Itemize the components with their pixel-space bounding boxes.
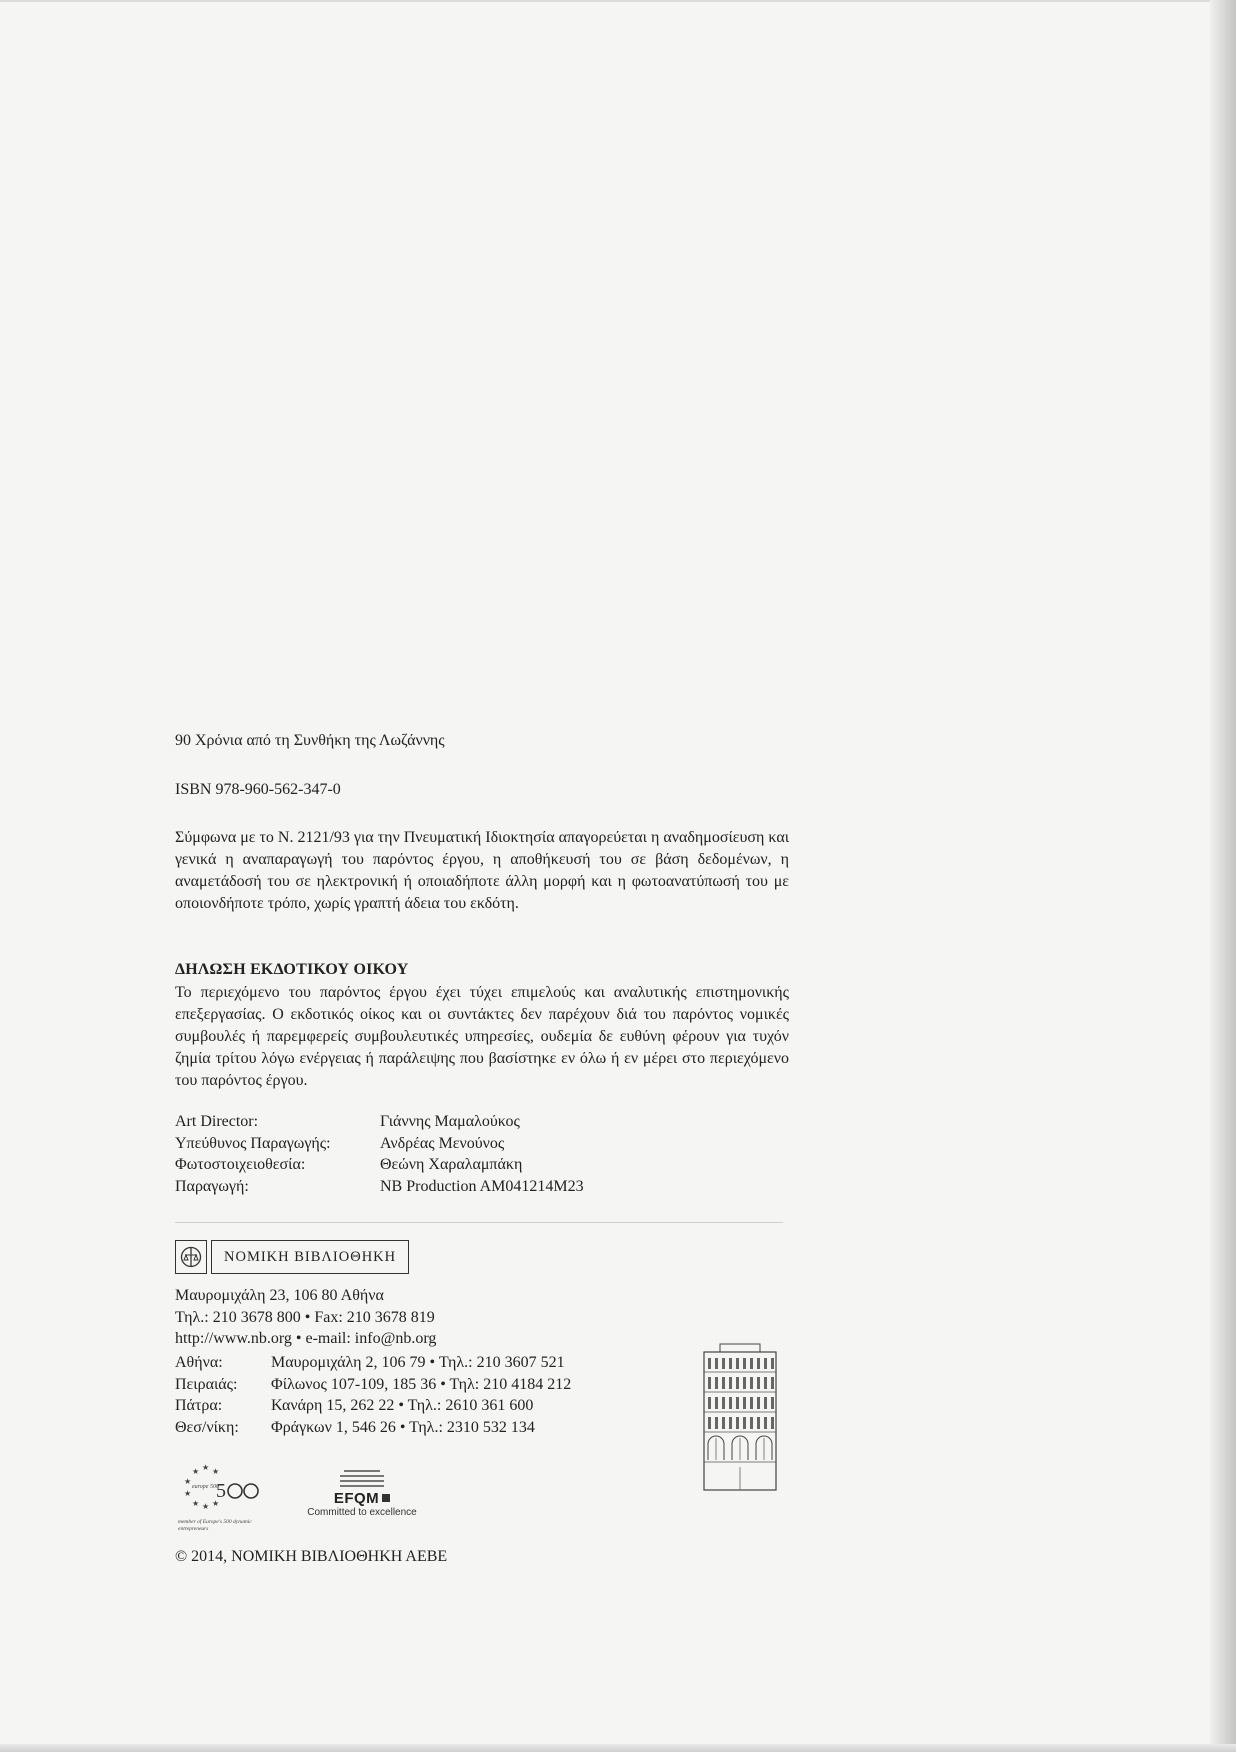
branch-city: Αθήνα: [175, 1354, 223, 1371]
europe-500-label: europe 500 [192, 1484, 219, 1490]
svg-text:★: ★ [202, 1464, 210, 1472]
svg-text:★: ★ [192, 1499, 200, 1508]
page-bottom-edge [0, 1744, 1236, 1752]
branch-details: Φίλωνος 107-109, 185 36 • Τηλ: 210 4184 212 [271, 1375, 572, 1393]
branch-list [175, 1352, 789, 1438]
publisher-name: ΝΟΜΙΚΗ ΒΙΒΛΙΟΘΗΚΗ [211, 1240, 409, 1274]
svg-text:★: ★ [184, 1477, 192, 1486]
credit-name: NB Production AM041214M23 [380, 1177, 584, 1195]
credit-role: Φωτοστοιχειοθεσία: [175, 1156, 306, 1173]
credit-row [175, 1111, 789, 1133]
branch-row [175, 1395, 789, 1417]
svg-text:★: ★ [212, 1467, 220, 1476]
copyright-law-notice: Σύμφωνα με το Ν. 2121/93 για την Πνευματική Ιδιοκτησία απαγορεύεται η αναδημοσίευση και γενικά η αναπαραγωγή του παρόντος έργου, η αποθήκευσή του σε βάση δεδομένων, η αναμετάδοσή του σε ηλεκτρονική ή οποιαδήποτε άλλη μορφή και η φωτοανατύπωσή του με οποιονδήποτε τρόπο, χωρίς γραπτή άδεια του εκδότη. [175, 829, 790, 912]
publisher-emblem-icon [175, 1240, 207, 1274]
building-illustration-icon [702, 1342, 778, 1492]
credit-name: Θεώνη Χαραλαμπάκη [380, 1156, 523, 1173]
efqm-bars-icon [298, 1470, 426, 1487]
publisher-web: http://www.nb.org • e-mail: info@nb.org [175, 1330, 437, 1347]
publisher-declaration-heading: ΔΗΛΩΣΗ ΕΚΔΟΤΙΚΟΥ ΟΙΚΟΥ [175, 961, 409, 978]
europe-500-badge [178, 1464, 268, 1534]
credit-role: Παραγωγή: [175, 1177, 249, 1195]
branch-city: Πειραιάς: [175, 1375, 238, 1393]
page-top-edge [0, 0, 1236, 2]
credits [175, 1111, 789, 1197]
isbn: ISBN 978-960-562-347-0 [175, 781, 341, 798]
credit-name: Γιάννης Μαμαλούκος [380, 1113, 520, 1130]
branch-row [175, 1374, 789, 1396]
branch-row [175, 1417, 789, 1439]
efqm-label: EFQM [333, 1490, 380, 1507]
credit-role: Art Director: [175, 1113, 259, 1130]
credit-name: Ανδρέας Μενούνος [380, 1134, 505, 1152]
svg-text:5: 5 [216, 1480, 226, 1502]
svg-text:★: ★ [184, 1489, 192, 1498]
page-right-edge-shadow [1210, 0, 1236, 1752]
svg-text:★: ★ [212, 1499, 220, 1508]
publisher-logo [175, 1240, 409, 1274]
divider [175, 1222, 783, 1223]
credit-role: Υπεύθυνος Παραγωγής: [175, 1134, 331, 1152]
credit-row [175, 1133, 789, 1155]
publisher-address: Μαυρομιχάλη 23, 106 80 Αθήνα [175, 1287, 384, 1304]
publisher-contact [175, 1285, 789, 1350]
branch-city: Πάτρα: [175, 1397, 223, 1414]
branch-details: Μαυρομιχάλη 2, 106 79 • Τηλ.: 210 3607 521 [271, 1354, 565, 1371]
publisher-phones: Τηλ.: 210 3678 800 • Fax: 210 3678 819 [175, 1308, 435, 1326]
credit-row [175, 1154, 789, 1176]
efqm-badge [298, 1470, 426, 1518]
credit-row [175, 1176, 789, 1198]
copyright-line: © 2014, ΝΟΜΙΚΗ ΒΙΒΛΙΟΘΗΚΗ ΑΕΒΕ [175, 1548, 448, 1565]
efqm-square-icon [382, 1494, 390, 1502]
publisher-declaration-text: Το περιεχόμενο του παρόντος έργου έχει τύχει επιμελούς και αναλυτικής επιστημονικής επεξεργασίας. Ο εκδοτικός οίκος και οι συντάκτες δεν παρέχουν διά του παρόντος νομικές συμβουλές ή παρεμφερείς συμβουλευτικές υπηρεσίες, ουδεμία δε ευθύνη φέρουν για τυχόν ζημία τρίτου λόγω ενέργειας ή παράλειψης που βασίστηκε εν όλω ή εν μέρει στο περιεχόμενο του παρόντος έργου. [175, 984, 789, 1089]
branch-details: Φράγκων 1, 546 26 • Τηλ.: 2310 532 134 [271, 1418, 535, 1436]
branch-city: Θεσ/νίκη: [175, 1418, 239, 1436]
europe-500-caption: member of Europe's 500 dynamic entrepreneurs [178, 1519, 252, 1532]
svg-text:★: ★ [192, 1467, 200, 1476]
book-title: 90 Χρόνια από τη Συνθήκη της Λωζάννης [175, 732, 445, 749]
svg-text:★: ★ [202, 1502, 210, 1510]
branch-row [175, 1352, 789, 1374]
branch-details: Κανάρη 15, 262 22 • Τηλ.: 2610 361 600 [271, 1397, 534, 1414]
efqm-tagline: Committed to excellence [307, 1507, 417, 1518]
